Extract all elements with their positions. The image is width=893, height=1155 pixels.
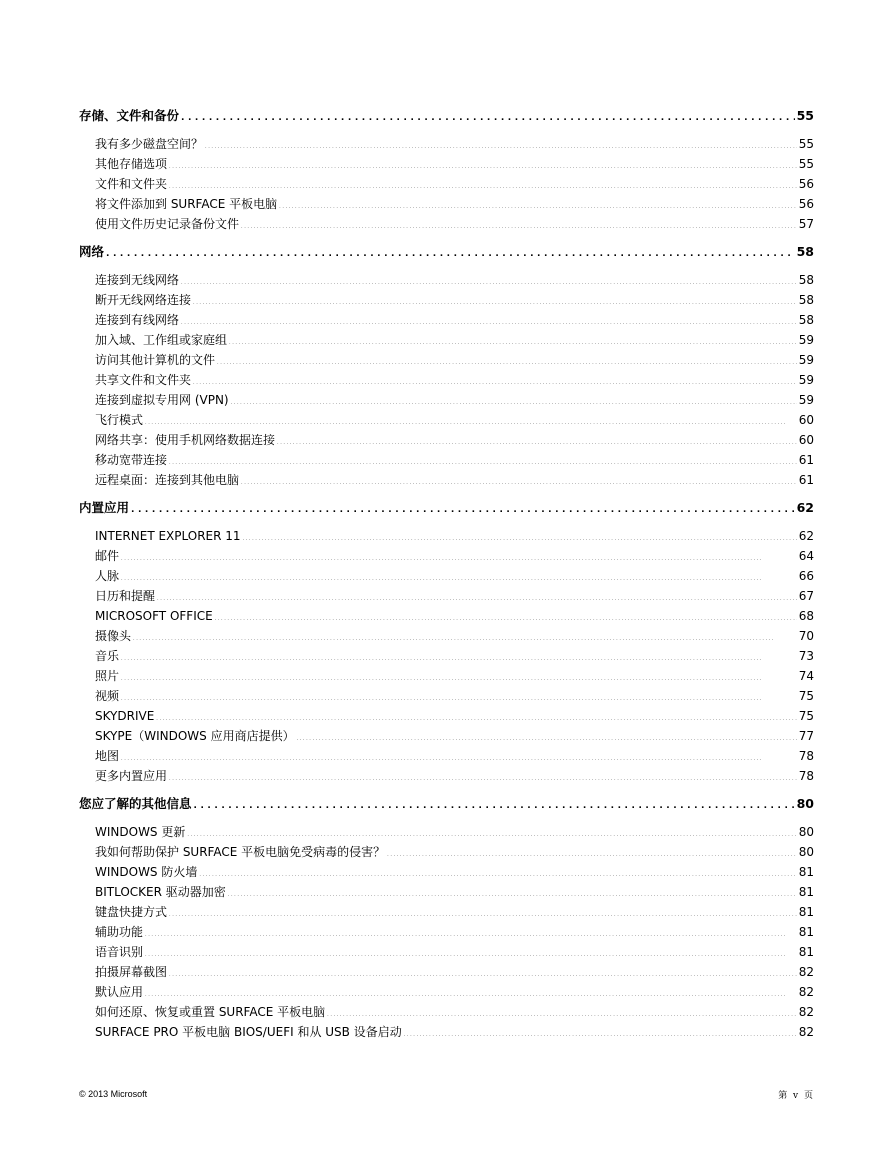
entry-page-number: 68 [798,609,814,623]
dot-leader [133,629,797,649]
dot-leader [231,393,797,413]
entry-page-number: 82 [798,985,814,999]
copyright-footer: © 2013 Microsoft [79,1089,148,1099]
toc-entry[interactable] [79,606,814,626]
entry-title: 摄像头 [95,629,132,643]
entry-page-number: 77 [798,729,814,743]
entry-page-number: 75 [798,689,814,703]
entry-title: 文件和文件夹 [95,177,168,191]
dot-leader [145,925,797,945]
dot-leader [193,293,797,313]
toc-entry[interactable] [79,470,814,490]
entry-page-number: 59 [798,353,814,367]
entry-page-number: 59 [798,393,814,407]
toc-entry[interactable] [79,1002,814,1022]
dot-leader [121,669,797,689]
dot-leader [229,333,797,353]
toc-entry[interactable] [79,902,814,922]
entry-title: 其他存储选项 [95,157,168,171]
dot-leader [169,769,797,789]
section-page-number: 80 [796,796,814,811]
toc-section [79,792,814,1042]
toc-entry[interactable] [79,1022,814,1042]
toc-section-heading[interactable] [79,240,814,264]
entry-page-number: 70 [798,629,814,643]
entry-page-number: 82 [798,965,814,979]
toc-entry[interactable] [79,134,814,154]
toc-entry[interactable] [79,270,814,290]
entry-page-number: 80 [798,845,814,859]
toc-entry[interactable] [79,842,814,862]
toc-entry[interactable] [79,942,814,962]
toc-entry[interactable] [79,390,814,410]
dot-leader [215,609,797,629]
dot-leader [277,433,797,453]
entry-title: 使用文件历史记录备份文件 [95,217,240,231]
section-title: 您应了解的其他信息 [79,796,192,811]
entry-title: INTERNET EXPLORER 11 [95,529,241,543]
toc-entry[interactable] [79,982,814,1002]
entry-page-number: 81 [798,865,814,879]
dot-leader [181,313,797,333]
entry-page-number: 78 [798,749,814,763]
dot-leader [169,905,797,925]
entry-page-number: 61 [798,473,814,487]
entry-page-number: 57 [798,217,814,231]
entry-page-number: 66 [798,569,814,583]
dot-leader [404,1025,797,1045]
section-page-number: 55 [796,108,814,123]
entry-page-number: 78 [798,769,814,783]
dot-leader [217,353,797,373]
toc-entry[interactable] [79,686,814,706]
entry-title: 视频 [95,689,120,703]
entry-page-number: 64 [798,549,814,563]
dot-leader [205,137,797,157]
toc-entry[interactable] [79,626,814,646]
section-title: 内置应用 [79,500,130,515]
entry-page-number: 74 [798,669,814,683]
dot-leader [181,106,795,130]
entry-title: 我有多少磁盘空间？ [95,137,204,151]
dot-leader [243,529,797,549]
toc-entry[interactable] [79,430,814,450]
toc-entry[interactable] [79,566,814,586]
toc-entry[interactable] [79,706,814,726]
dot-leader [121,689,797,709]
dot-leader [169,157,797,177]
toc-entry[interactable] [79,766,814,786]
entry-title: 飞行模式 [95,413,144,427]
entry-page-number: 82 [798,1025,814,1039]
dot-leader [241,217,797,237]
entry-title: WINDOWS 更新 [95,825,186,839]
toc-entry[interactable] [79,290,814,310]
toc-entry[interactable] [79,330,814,350]
dot-leader [121,749,797,769]
dot-leader [157,589,797,609]
toc-entry[interactable] [79,922,814,942]
entry-title: 移动宽带连接 [95,453,168,467]
entry-page-number: 81 [798,885,814,899]
entry-page-number: 59 [798,373,814,387]
dot-leader [145,945,797,965]
table-of-contents [79,104,814,1048]
entry-title: 加入域、工作组或家庭组 [95,333,228,347]
dot-leader [387,845,797,865]
entry-title: 邮件 [95,549,120,563]
dot-leader [121,549,797,569]
toc-section [79,496,814,786]
section-page-number: 62 [796,500,814,515]
dot-leader [131,498,795,522]
section-title: 网络 [79,244,105,259]
toc-entry[interactable] [79,646,814,666]
entry-page-number: 59 [798,333,814,347]
dot-leader [228,885,797,905]
section-page-number: 58 [796,244,814,259]
entry-page-number: 73 [798,649,814,663]
entry-page-number: 58 [798,313,814,327]
entry-page-number: 62 [798,529,814,543]
entry-title: WINDOWS 防火墙 [95,865,198,879]
entry-title: SURFACE PRO 平板电脑 BIOS/UEFI 和从 USB 设备启动 [95,1025,402,1039]
dot-leader [241,473,797,493]
toc-entry[interactable] [79,726,814,746]
entry-title: 共享文件和文件夹 [95,373,192,387]
dot-leader [194,794,795,818]
toc-entry[interactable] [79,882,814,902]
entry-page-number: 75 [798,709,814,723]
entry-page-number: 60 [798,413,814,427]
toc-entry[interactable] [79,350,814,370]
entry-page-number: 58 [798,293,814,307]
entry-page-number: 81 [798,925,814,939]
toc-entry[interactable] [79,666,814,686]
entry-title: 连接到虚拟专用网 (VPN) [95,393,229,407]
entry-title: 访问其他计算机的文件 [95,353,216,367]
dot-leader [121,649,797,669]
entry-page-number: 56 [798,197,814,211]
entry-page-number: 82 [798,1005,814,1019]
entry-page-number: 81 [798,905,814,919]
dot-leader [193,373,797,393]
toc-entry[interactable] [79,526,814,546]
entry-page-number: 67 [798,589,814,603]
toc-entry[interactable] [79,194,814,214]
toc-section [79,104,814,234]
toc-entry[interactable] [79,746,814,766]
entry-title: MICROSOFT OFFICE [95,609,213,623]
entry-title: 网络共享：使用手机网络数据连接 [95,433,276,447]
entry-title: 如何还原、恢复或重置 SURFACE 平板电脑 [95,1005,326,1019]
entry-title: 将文件添加到 SURFACE 平板电脑 [95,197,278,211]
toc-entry[interactable] [79,862,814,882]
toc-entry[interactable] [79,450,814,470]
entry-title: 我如何帮助保护 SURFACE 平板电脑免受病毒的侵害？ [95,845,386,859]
entry-title: 语音识别 [95,945,144,959]
entry-page-number: 81 [798,945,814,959]
entry-page-number: 58 [798,273,814,287]
entry-page-number: 80 [798,825,814,839]
toc-section-heading[interactable] [79,496,814,520]
toc-entry[interactable] [79,174,814,194]
entry-title: 音乐 [95,649,120,663]
dot-leader [199,865,796,885]
entry-title: 默认应用 [95,985,144,999]
entry-page-number: 55 [798,157,814,171]
entry-title: 断开无线网络连接 [95,293,192,307]
toc-entry[interactable] [79,410,814,430]
toc-entry[interactable] [79,310,814,330]
dot-leader [297,729,797,749]
toc-entry[interactable] [79,822,814,842]
toc-entry[interactable] [79,214,814,234]
entry-title: 连接到无线网络 [95,273,180,287]
toc-entry[interactable] [79,370,814,390]
entry-page-number: 56 [798,177,814,191]
entry-title: 拍摄屏幕截图 [95,965,168,979]
dot-leader [169,965,797,985]
entry-title: 辅助功能 [95,925,144,939]
toc-entry[interactable] [79,546,814,566]
entry-title: 远程桌面：连接到其他电脑 [95,473,240,487]
entry-title: 日历和提醒 [95,589,156,603]
dot-leader [279,197,797,217]
toc-section [79,240,814,490]
entry-page-number: 60 [798,433,814,447]
entry-title: 连接到有线网络 [95,313,180,327]
entry-title: 照片 [95,669,120,683]
entry-title: 人脉 [95,569,120,583]
entry-title: 键盘快捷方式 [95,905,168,919]
entry-title: BITLOCKER 驱动器加密 [95,885,226,899]
entry-title: 更多内置应用 [95,769,168,783]
dot-leader [106,242,795,266]
toc-section-heading[interactable] [79,792,814,816]
dot-leader [181,273,797,293]
entry-title: SKYDRIVE [95,709,155,723]
entry-page-number: 61 [798,453,814,467]
section-title: 存储、文件和备份 [79,108,180,123]
toc-section-heading[interactable] [79,104,814,128]
page-number-footer: 第 v 页 [778,1091,813,1101]
toc-entry[interactable] [79,586,814,606]
entry-title: 地图 [95,749,120,763]
entry-title: SKYPE（WINDOWS 应用商店提供） [95,729,295,743]
entry-page-number: 55 [798,137,814,151]
dot-leader [121,569,797,589]
toc-entry[interactable] [79,154,814,174]
dot-leader [169,453,797,473]
toc-entry[interactable] [79,962,814,982]
